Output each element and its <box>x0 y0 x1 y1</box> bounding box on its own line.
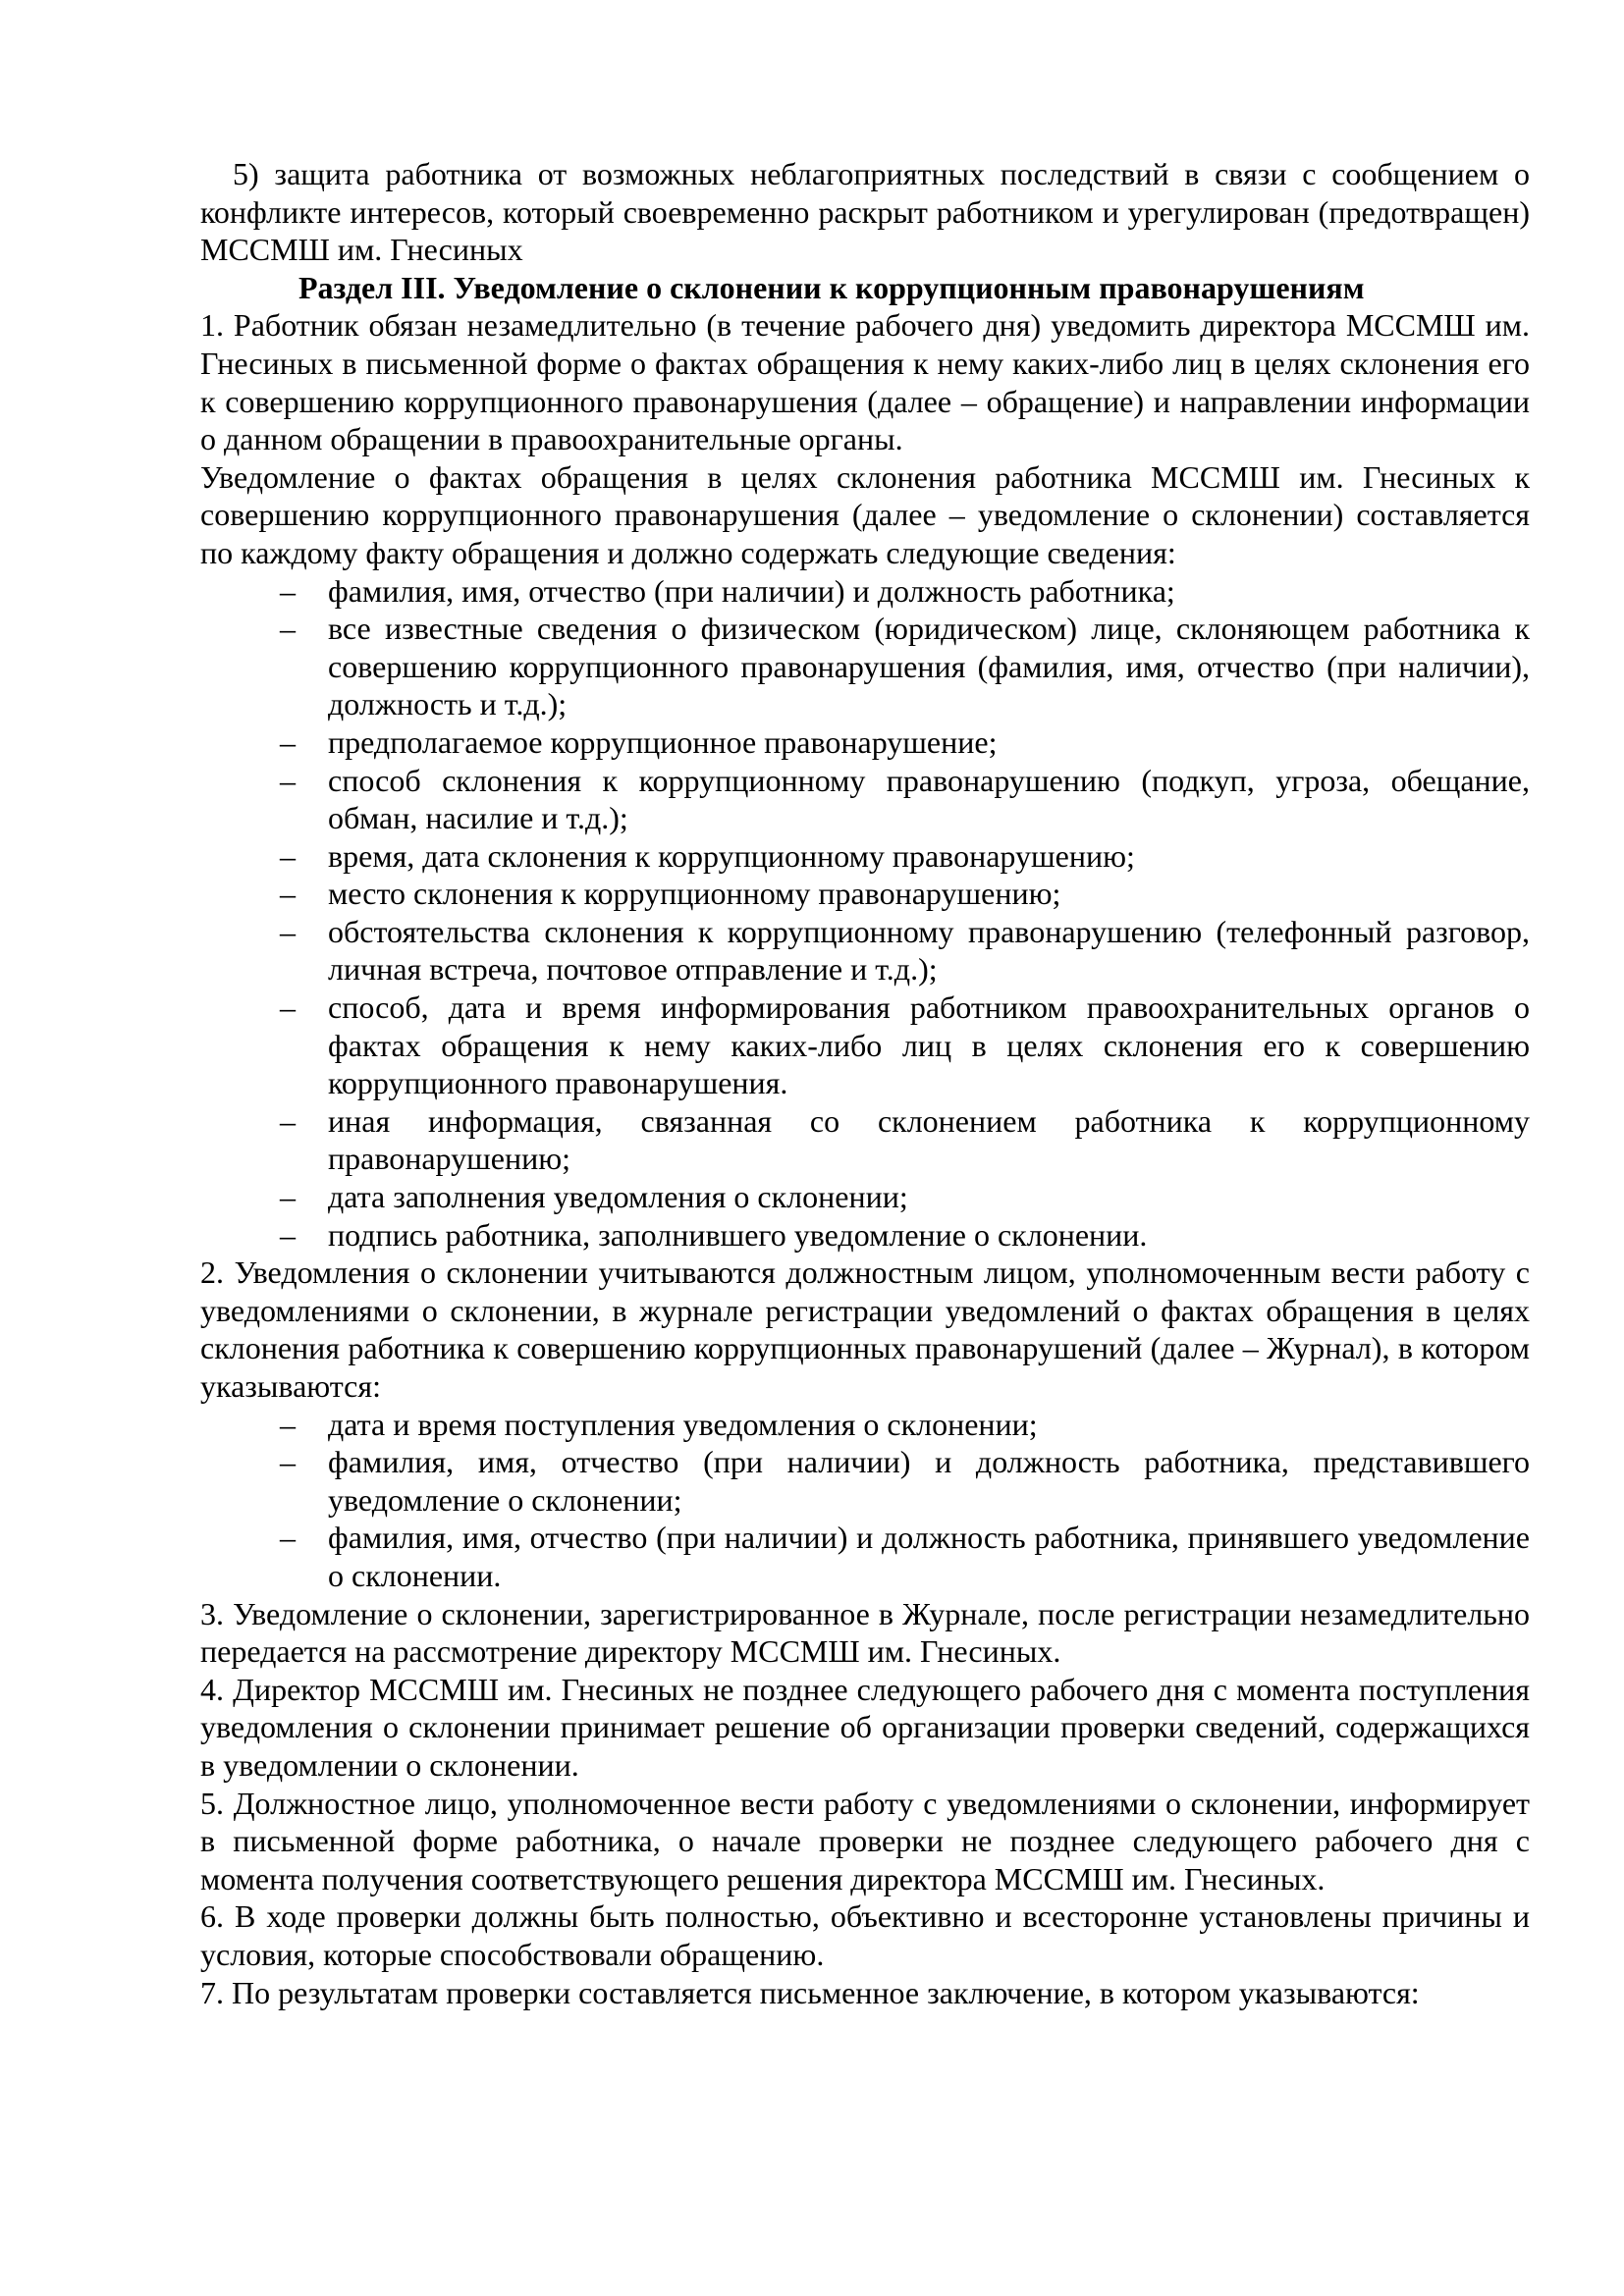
list-item <box>200 1406 1530 1444</box>
dash-bullet-marker: – <box>280 611 296 647</box>
list-item <box>200 1519 1530 1594</box>
dash-bullet-marker: – <box>280 1216 296 1253</box>
list-item <box>200 875 1530 913</box>
clause-3-paragraph: 3. Уведомление о склонении, зарегистрированное в Журнале, после регистрации незамедлительно передается на рассмотрение директору МССМШ им. Гнесиных. <box>200 1595 1530 1670</box>
clause-2-list <box>200 1406 1530 1595</box>
intro-paragraph: 5) защита работника от возможных неблагоприятных последствий в связи с сообщением о конфликте интересов, который своевременно раскрыт работником и урегулирован (предотвращен) МССМШ им. Гнесиных <box>200 156 1530 268</box>
list-item <box>200 837 1530 876</box>
dash-bullet-marker: – <box>280 837 296 874</box>
dash-bullet-marker: – <box>280 723 296 760</box>
clause-1-paragraph-b: Уведомление о фактах обращения в целях склонения работника МССМШ им. Гнесиных к совершению коррупционного правонарушения (далее – уведомление о склонении) составляется по каждому факту обращения и должно содержать следующие сведения: <box>200 458 1530 570</box>
list-item-text: способ склонения к коррупционному правонарушению (подкуп, угроза, обещание, обман, насилие и т.д.); <box>328 762 1530 836</box>
dash-bullet-marker: – <box>280 1406 296 1442</box>
list-item-text: обстоятельства склонения к коррупционному правонарушению (телефонный разговор, личная встреча, почтовое отправление и т.д.); <box>328 913 1530 988</box>
list-item-text: фамилия, имя, отчество (при наличии) и должность работника, представившего уведомление о склонении; <box>328 1444 1530 1518</box>
list-item-text: дата и время поступления уведомления о склонении; <box>328 1406 1038 1442</box>
list-item-text: все известные сведения о физическом (юридическом) лице, склоняющем работника к совершению коррупционного правонарушения (фамилия, имя, отчество (при наличии), должность и т.д.); <box>328 611 1530 722</box>
dash-bullet-marker: – <box>280 1520 296 1556</box>
dash-bullet-marker: – <box>280 876 296 912</box>
list-item-text: время, дата склонения к коррупционному правонарушению; <box>328 837 1135 874</box>
clause-1-list <box>200 572 1530 1255</box>
list-item <box>200 988 1530 1102</box>
list-item <box>200 1178 1530 1216</box>
list-item <box>200 572 1530 611</box>
dash-bullet-marker: – <box>280 762 296 798</box>
clause-1-paragraph-a: 1. Работник обязан незамедлительно (в течение рабочего дня) уведомить директора МССМШ им. Гнесиных в письменной форме о фактах обращения к нему каких-либо лиц в целях склонения его к совершению коррупционного правонарушения (далее – обращение) и направлении информации о данном обращении в правоохранительные органы. <box>200 307 1530 457</box>
list-item <box>200 762 1530 837</box>
dash-bullet-marker: – <box>280 1444 296 1480</box>
list-item <box>200 913 1530 988</box>
list-item-text: фамилия, имя, отчество (при наличии) и должность работника; <box>328 572 1175 609</box>
dash-bullet-marker: – <box>280 1102 296 1139</box>
dash-bullet-marker: – <box>280 572 296 609</box>
section-heading: Раздел III. Уведомление о склонении к коррупционным правонарушениям <box>298 269 1365 305</box>
list-item <box>200 610 1530 723</box>
clause-5-paragraph: 5. Должностное лицо, уполномоченное вести работу с уведомлениями о склонении, информирует в письменной форме работника, о начале проверки не позднее следующего рабочего дня с момента получения соответствующего решения директора МССМШ им. Гнесиных. <box>200 1785 1530 1896</box>
list-item <box>200 723 1530 762</box>
list-item <box>200 1216 1530 1255</box>
clause-2-paragraph: 2. Уведомления о склонении учитываются должностным лицом, уполномоченным вести работу с уведомлениями о склонении, в журнале регистрации уведомлений о фактах обращения в целях склонения работника к совершению коррупционных правонарушений (далее – Журнал), в котором указываются: <box>200 1255 1530 1404</box>
list-item-text: иная информация, связанная со склонением работника к коррупционному правонарушению; <box>328 1102 1530 1177</box>
list-item <box>200 1102 1530 1178</box>
list-item-text: место склонения к коррупционному правонарушению; <box>328 876 1061 912</box>
clause-4-paragraph: 4. Директор МССМШ им. Гнесиных не позднее следующего рабочего дня с момента поступления уведомления о склонении принимает решение об организации проверки сведений, содержащихся в уведомлении о склонении. <box>200 1671 1530 1783</box>
list-item-text: способ, дата и время информирования работником правоохранительных органов о фактах обращения к нему каких-либо лиц в целях склонения его к совершению коррупционного правонарушения. <box>328 989 1530 1101</box>
list-item-text: фамилия, имя, отчество (при наличии) и должность работника, принявшего уведомление о склонении. <box>328 1520 1530 1593</box>
list-item-text: подпись работника, заполнившего уведомление о склонении. <box>328 1216 1148 1253</box>
list-item <box>200 1443 1530 1519</box>
dash-bullet-marker: – <box>280 989 296 1026</box>
dash-bullet-marker: – <box>280 1179 296 1215</box>
list-item-text: дата заполнения уведомления о склонении; <box>328 1179 908 1215</box>
clause-7-paragraph: 7. По результатам проверки составляется письменное заключение, в котором указываются: <box>200 1974 1420 2010</box>
dash-bullet-marker: – <box>280 913 296 949</box>
list-item-text: предполагаемое коррупционное правонарушение; <box>328 723 998 760</box>
clause-6-paragraph: 6. В ходе проверки должны быть полностью, объективно и всесторонне установлены причины и условия, которые способствовали обращению. <box>200 1898 1530 1972</box>
